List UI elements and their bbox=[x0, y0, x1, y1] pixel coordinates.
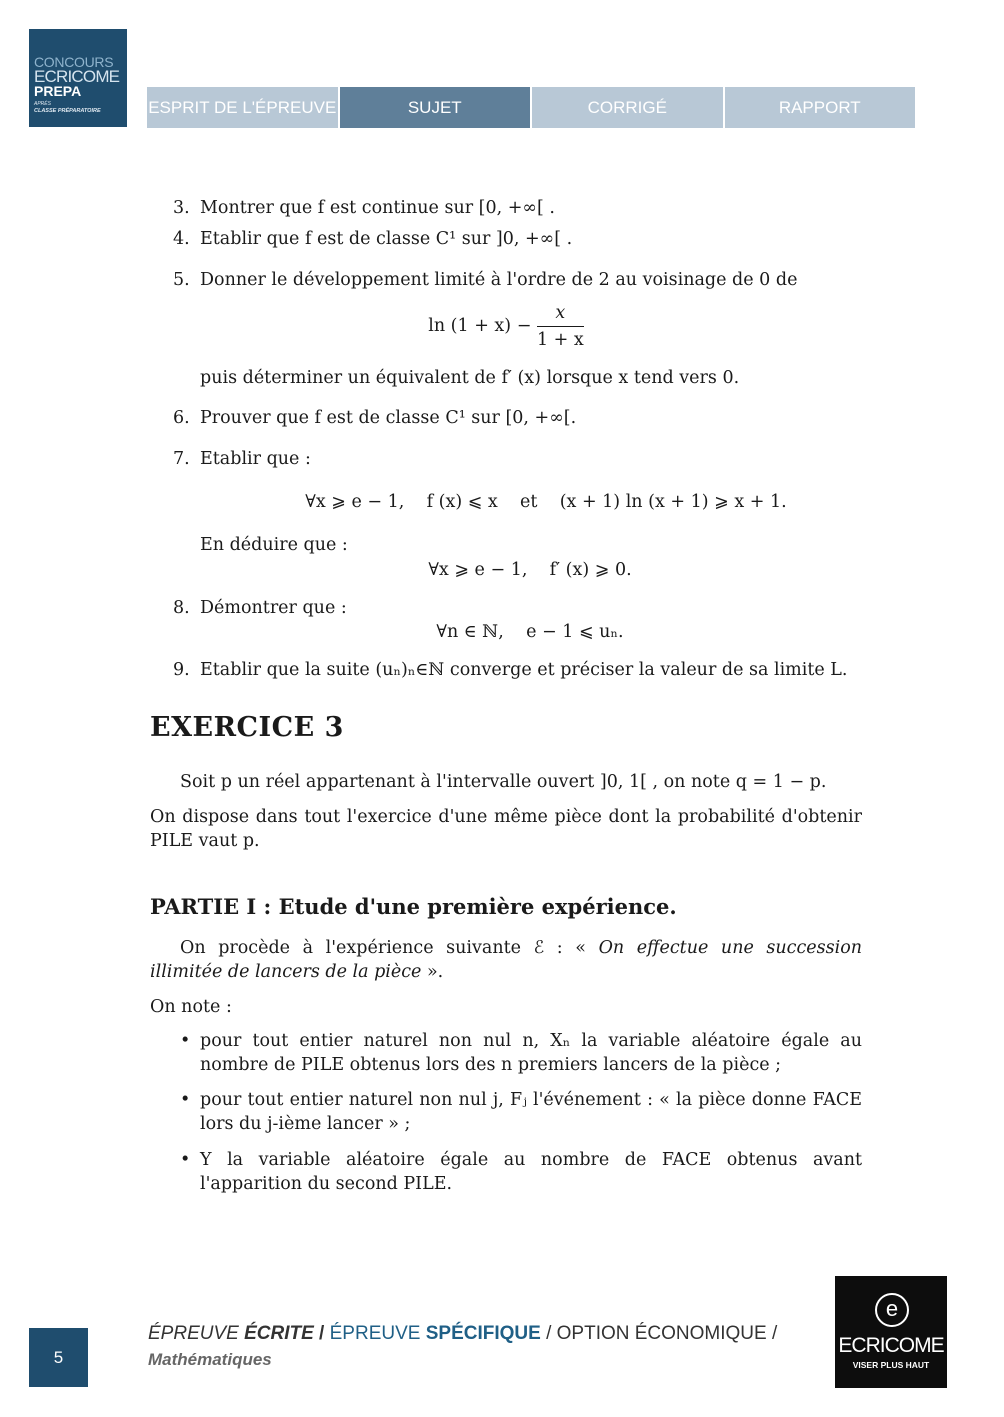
question-number: 8. bbox=[173, 598, 190, 618]
formula-q7-2: ∀x ⩾ e − 1, f′ (x) ⩾ 0. bbox=[428, 560, 632, 580]
logo-line-ecricome: ECRICOME bbox=[34, 67, 120, 86]
exercise-intro-2: On dispose dans tout l'exercice d'une même pièce dont la probabilité d'obtenir PILE vaut p. bbox=[150, 807, 862, 851]
question-number: 3. bbox=[173, 198, 190, 218]
question-number: 7. bbox=[173, 449, 190, 469]
question-number: 6. bbox=[173, 408, 190, 428]
ecricome-logo bbox=[835, 1276, 947, 1388]
ecricome-name: ECRICOME bbox=[838, 1334, 944, 1357]
logo-line-classe: CLASSE PRÉPARATOIRE bbox=[34, 108, 101, 114]
question-text: Etablir que la suite (uₙ)ₙ∈ℕ converge et préciser la valeur de sa limite L. bbox=[200, 660, 848, 680]
question-text: Etablir que : bbox=[200, 449, 311, 469]
formula-q8: ∀n ∈ ℕ, e − 1 ⩽ uₙ. bbox=[436, 622, 624, 642]
footer-specifique: SPÉCIFIQUE bbox=[425, 1323, 541, 1344]
ecricome-tagline: VISER PLUS HAUT bbox=[852, 1360, 930, 1370]
logo-line-concours: CONCOURS bbox=[34, 54, 114, 70]
formula-left: ln (1 + x) − bbox=[428, 316, 532, 336]
formula-q5 bbox=[150, 300, 862, 353]
question-text: Etablir que f est de classe C¹ sur ]0, +∞[ . bbox=[200, 229, 573, 249]
footer-option: / OPTION ÉCONOMIQUE / bbox=[540, 1323, 778, 1344]
question-text: Donner le développement limité à l'ordre de 2 au voisinage de 0 de bbox=[200, 270, 798, 290]
footer-ecrite: ÉCRITE bbox=[244, 1323, 314, 1344]
question-number: 9. bbox=[173, 660, 190, 680]
question-5-continuation: puis déterminer un équivalent de f′ (x) lorsque x tend vers 0. bbox=[200, 368, 740, 388]
exercise-title: EXERCICE 3 bbox=[150, 712, 344, 743]
footer-epreuve-1: ÉPREUVE bbox=[148, 1323, 245, 1344]
fraction bbox=[537, 300, 584, 353]
footer-subject: Mathématiques bbox=[148, 1350, 272, 1369]
part-intro-start: On procède à l'expérience suivante ℰ : « bbox=[180, 938, 599, 958]
bullet-icon: • bbox=[180, 1150, 191, 1170]
list-item-text: Y la variable aléatoire égale au nombre de FACE obtenus avant l'apparition du second PILE. bbox=[200, 1150, 862, 1194]
ecricome-e-icon: e bbox=[875, 1293, 909, 1327]
concours-logo bbox=[29, 29, 127, 127]
tab-esprit[interactable]: ESPRIT DE L'ÉPREUVE bbox=[147, 87, 338, 128]
question-7-deduce: En déduire que : bbox=[200, 535, 348, 555]
fraction-denominator: 1 + x bbox=[536, 330, 584, 350]
question-text: Prouver que f est de classe C¹ sur [0, +∞[. bbox=[200, 408, 577, 428]
exercise-intro-1: Soit p un réel appartenant à l'intervalle ouvert ]0, 1[ , on note q = 1 − p. bbox=[180, 772, 827, 792]
question-text: Démontrer que : bbox=[200, 598, 347, 618]
footer-exam-type bbox=[148, 1323, 777, 1345]
formula-q7-1: ∀x ⩾ e − 1, f (x) ⩽ x et (x + 1) ln (x + 1) ⩾ x + 1. bbox=[305, 492, 787, 512]
footer-epreuve-2: ÉPREUVE bbox=[329, 1323, 426, 1344]
question-number: 4. bbox=[173, 229, 190, 249]
part-intro bbox=[150, 936, 862, 984]
list-item-text: pour tout entier naturel non nul n, Xₙ la variable aléatoire égale au nombre de PILE obtenus lors des n premiers lancers de la pièce ; bbox=[200, 1031, 862, 1075]
tab-corrige[interactable]: CORRIGÉ bbox=[532, 87, 723, 128]
section-tabs bbox=[147, 87, 915, 128]
logo-line-prepa: PREPA bbox=[34, 83, 82, 99]
tab-sujet[interactable]: SUJET bbox=[340, 87, 531, 128]
bullet-icon: • bbox=[180, 1031, 191, 1051]
page-number: 5 bbox=[29, 1328, 88, 1387]
list-item-text: pour tout entier naturel non nul j, Fⱼ l'événement : « la pièce donne FACE lors du j-ième lancer » ; bbox=[200, 1090, 862, 1134]
fraction-numerator: x bbox=[537, 300, 584, 327]
logo-line-apres: APRÈS bbox=[34, 101, 51, 107]
part-intro-quote: On effectue une succession illimitée de lancers de la pièce bbox=[150, 938, 862, 982]
tab-rapport[interactable]: RAPPORT bbox=[725, 87, 916, 128]
question-number: 5. bbox=[173, 270, 190, 290]
part-title: PARTIE I : Etude d'une première expérience. bbox=[150, 894, 677, 919]
bullet-icon: • bbox=[180, 1090, 191, 1110]
part-intro-end: ». bbox=[421, 962, 444, 982]
note-label: On note : bbox=[150, 997, 232, 1017]
question-text: Montrer que f est continue sur [0, +∞[ . bbox=[200, 198, 555, 218]
footer-sep-1: / bbox=[313, 1323, 330, 1344]
